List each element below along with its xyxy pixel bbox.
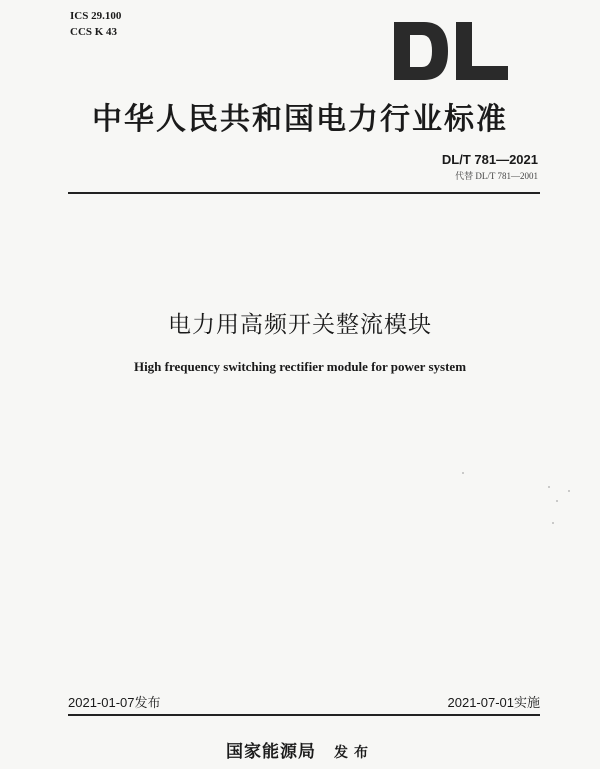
document-title-en: High frequency switching rectifier module for power system: [133, 359, 467, 374]
scan-speck: [462, 472, 464, 474]
ics-code: ICS 29.100: [70, 10, 122, 22]
scan-speck: [556, 500, 558, 502]
classification-codes: [70, 8, 121, 40]
replaces-note: 代替 DL/T 781—2001: [455, 171, 538, 181]
scan-speck: [568, 490, 570, 492]
scan-speck: [552, 522, 554, 524]
bottom-divider: [68, 714, 540, 716]
standard-category-title: 中华人民共和国电力行业标准: [92, 102, 508, 137]
issue-date: 2021-01-07发布: [68, 695, 161, 710]
implementation-date: 2021-07-01实施: [447, 695, 540, 710]
publisher-name: 国家能源局: [226, 742, 316, 762]
document-title-cn: 电力用高频开关整流模块: [168, 312, 432, 338]
publisher-line: [40, 737, 560, 762]
standard-number: [442, 152, 538, 167]
top-divider: [68, 192, 540, 194]
ccs-code: CCS K 43: [70, 26, 118, 38]
dl-logo-mark: [392, 18, 510, 84]
dl-logo: [392, 18, 510, 84]
standard-number-text: DL/T 781—2021: [441, 152, 538, 167]
publish-action: 发布: [334, 745, 374, 761]
scan-speck: [548, 486, 550, 488]
